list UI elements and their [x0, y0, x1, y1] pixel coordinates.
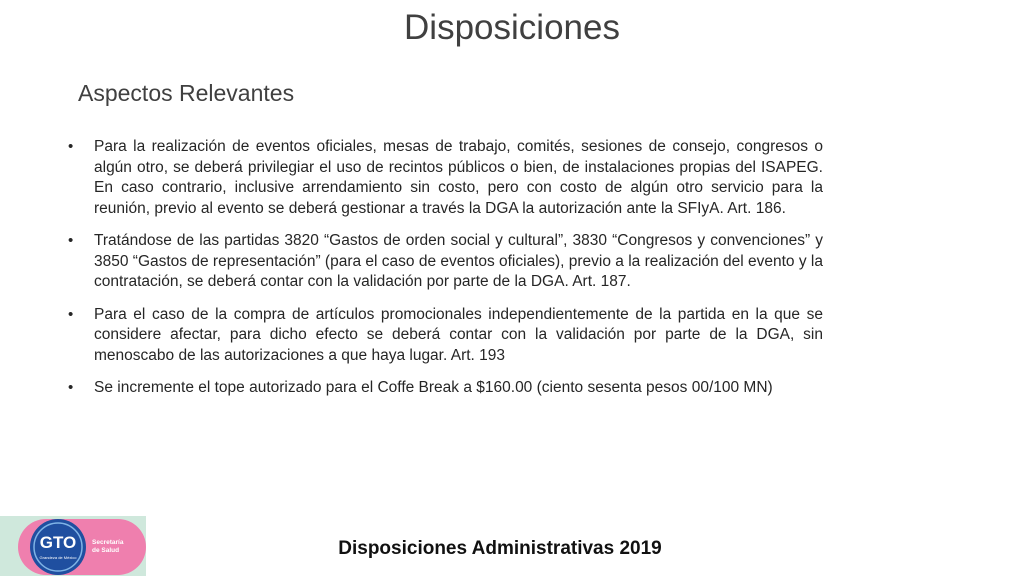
bullet-text: Se incremente el tope autorizado para el Coffe Break a $160.00 (ciento sesenta pesos 00/100 MN): [94, 379, 773, 396]
bullet-item: [68, 231, 823, 293]
bullet-item: [68, 137, 823, 219]
logo-tagline: Grandeza de México: [39, 555, 77, 560]
bullet-marker: •: [68, 305, 74, 323]
bullet-marker: •: [68, 138, 74, 155]
logo-dept-line1: Secretaría: [92, 539, 124, 546]
logo-dept-line2: de Salud: [92, 547, 120, 554]
slide-subtitle: Aspectos Relevantes: [78, 80, 295, 106]
bullet-text: Para la realización de eventos oficiales, mesas de trabajo, comités, sesiones de consejo, congresos o algún otro, se deberá privilegiar el uso de recintos públicos o bien, de instalaciones propias del ISAPEG. En caso contrario, inclusive arrendamiento sin costo, pero con costo de algún otro servicio para la reunión, previo al evento se deberá gestionar a través la DGA la autorización ante la SFIyA. Art. 186.: [94, 138, 823, 217]
footer-title: Disposiciones Administrativas 2019: [338, 538, 662, 559]
bullet-item: [68, 305, 823, 367]
bullet-list: [68, 137, 823, 411]
logo-gto-text: GTO: [39, 533, 77, 552]
bullet-item: [68, 378, 823, 399]
slide-title: Disposiciones: [404, 8, 620, 47]
bullet-text: Tratándose de las partidas 3820 “Gastos de orden social y cultural”, 3830 “Congresos y convenciones” y 3850 “Gastos de representación” (para el caso de eventos oficiales), previo a la realización del evento y la contratación, se deberá contar con la validación por parte de la DGA. Art. 187.: [94, 232, 823, 290]
bullet-text: Para el caso de la compra de artículos promocionales independientemente de la partida en la que se considere afectar, para dicho efecto se deberá contar con la validación por parte de la DGA, sin menoscabo de las autorizaciones a que haya lugar. Art. 193: [94, 305, 823, 364]
bullet-marker: •: [68, 379, 74, 396]
bullet-marker: •: [68, 232, 74, 249]
